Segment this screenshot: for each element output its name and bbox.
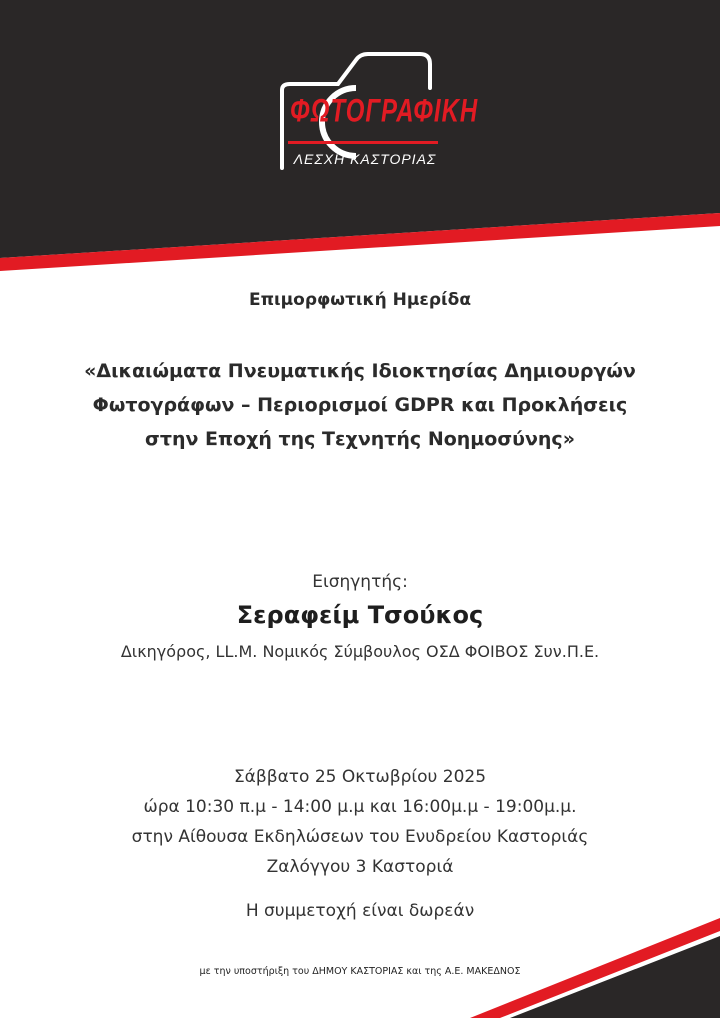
club-logo: [270, 48, 479, 188]
event-venue: στην Αίθουσα Εκδηλώσεων του Ενυδρείου Καστοριάς: [131, 827, 589, 847]
participation-note: Η συμμετοχή είναι δωρεάν: [245, 901, 475, 921]
event-details: [0, 762, 720, 882]
event-address: Ζαλόγγου 3 Καστοριά: [266, 857, 454, 877]
speaker-label: Εισηγητής:: [312, 572, 408, 592]
event-time: ώρα 10:30 π.μ - 14:00 μ.μ και 16:00μ.μ - 19:00μ.μ.: [143, 797, 577, 817]
event-title: [0, 354, 720, 456]
speaker-name: Σεραφείμ Τσούκος: [236, 601, 484, 629]
logo-subtitle: ΛΕΣΧΗ ΚΑΣΤΟΡΙΑΣ: [293, 151, 437, 167]
event-title-line-3: στην Εποχή της Τεχνητής Νοημοσύνης»: [145, 428, 575, 450]
speaker-role: Δικηγόρος, LL.M. Νομικός Σύμβουλος ΟΣΔ ΦΟΙΒΟΣ Συν.Π.Ε.: [120, 642, 600, 661]
sponsors-note: με την υποστήριξη του ΔΗΜΟΥ ΚΑΣΤΟΡΙΑΣ και της Α.Ε. ΜΑΚΕΔΝΟΣ: [199, 966, 521, 977]
footer-dark-band: [510, 936, 720, 1018]
event-title-line-1: «Δικαιώματα Πνευματικής Ιδιοκτησίας Δημιουργών: [84, 360, 636, 382]
logo-wordmark: ΦΩΤΟΓΡΑΦΙΚΗ: [290, 93, 479, 130]
event-title-line-2: Φωτογράφων – Περιορισμοί GDPR και Προκλήσεις: [92, 394, 628, 416]
event-date: Σάββατο 25 Οκτωβρίου 2025: [233, 767, 487, 787]
event-type: Επιμορφωτική Ημερίδα: [248, 290, 472, 310]
